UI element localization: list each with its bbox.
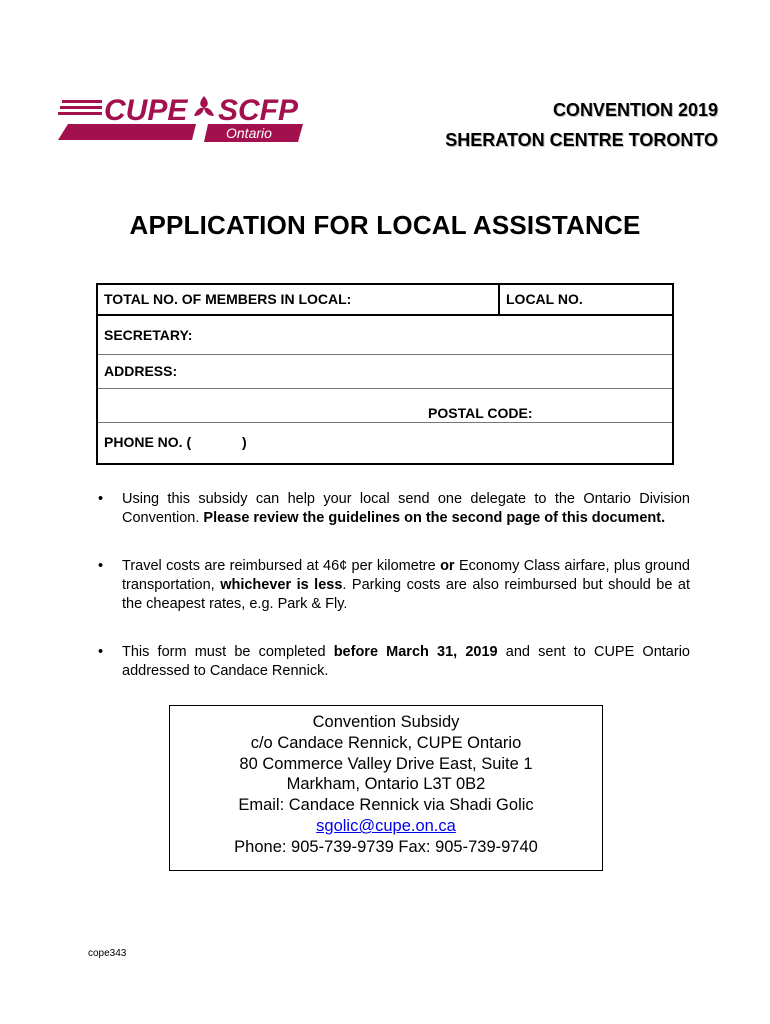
address-line-1: Convention Subsidy: [312, 713, 460, 731]
email-link[interactable]: sgolic@cupe.on.ca: [316, 816, 456, 835]
phone-paren-close: ): [242, 434, 247, 450]
bullet-icon: •: [98, 644, 104, 660]
list-item: • This form must be completed before March 31, 2019 and sent to CUPE Ontario addressed to Candace Rennick.: [98, 644, 690, 679]
local-number-label: LOCAL NO.: [506, 291, 583, 307]
secretary-field[interactable]: [98, 316, 672, 355]
convention-header: [445, 95, 718, 155]
phone-fax-line: Phone: 905-739-9739 Fax: 905-739-9740: [234, 837, 538, 856]
logo-scfp-text: SCFP: [218, 94, 299, 127]
page-title: APPLICATION FOR LOCAL ASSISTANCE: [129, 210, 641, 240]
logo-cupe-text: CUPE: [104, 94, 188, 127]
convention-year: CONVENTION 2019: [552, 100, 718, 120]
convention-venue: SHERATON CENTRE TORONTO: [445, 130, 718, 150]
address-line-2: c/o Candace Rennick, CUPE Ontario: [250, 733, 522, 752]
phone-label: PHONE NO. (: [104, 434, 192, 450]
postal-code-label: POSTAL CODE:: [428, 405, 533, 421]
address-line-4: Markham, Ontario L3T 0B2: [286, 775, 486, 794]
form-row-members: [98, 285, 672, 316]
secretary-label: SECRETARY:: [104, 327, 193, 343]
list-item: • Travel costs are reimbursed at 46¢ per kilometre or Economy Class airfare, plus ground transportation, whichever is less. Parking costs are also reimbursed but should be at the cheapest rates, e.g. Park & Fly.: [98, 558, 691, 612]
address-label: ADDRESS:: [104, 363, 178, 379]
bullet-icon: •: [98, 491, 104, 507]
members-label: TOTAL NO. OF MEMBERS IN LOCAL:: [104, 291, 352, 307]
logo-ontario-text: Ontario: [226, 125, 272, 141]
list-item: • Using this subsidy can help your local send one delegate to the Ontario Division Convention. Please review the guidelines on the second page of this document.: [98, 491, 690, 526]
local-number-field[interactable]: [500, 285, 672, 314]
members-field[interactable]: [98, 285, 500, 314]
address-line-3: 80 Commerce Valley Drive East, Suite 1: [239, 754, 533, 773]
bullet-icon: •: [98, 558, 104, 574]
guidelines-list: [96, 490, 690, 710]
address-field[interactable]: [98, 355, 672, 389]
postal-code-field[interactable]: [98, 389, 672, 423]
phone-field[interactable]: [98, 423, 672, 463]
cupe-scfp-logo: [58, 90, 308, 146]
application-form: [96, 283, 674, 465]
form-code: cope343: [88, 948, 127, 959]
address-line-5: Email: Candace Rennick via Shadi Golic: [238, 796, 534, 815]
mailing-address-box: [169, 705, 603, 871]
